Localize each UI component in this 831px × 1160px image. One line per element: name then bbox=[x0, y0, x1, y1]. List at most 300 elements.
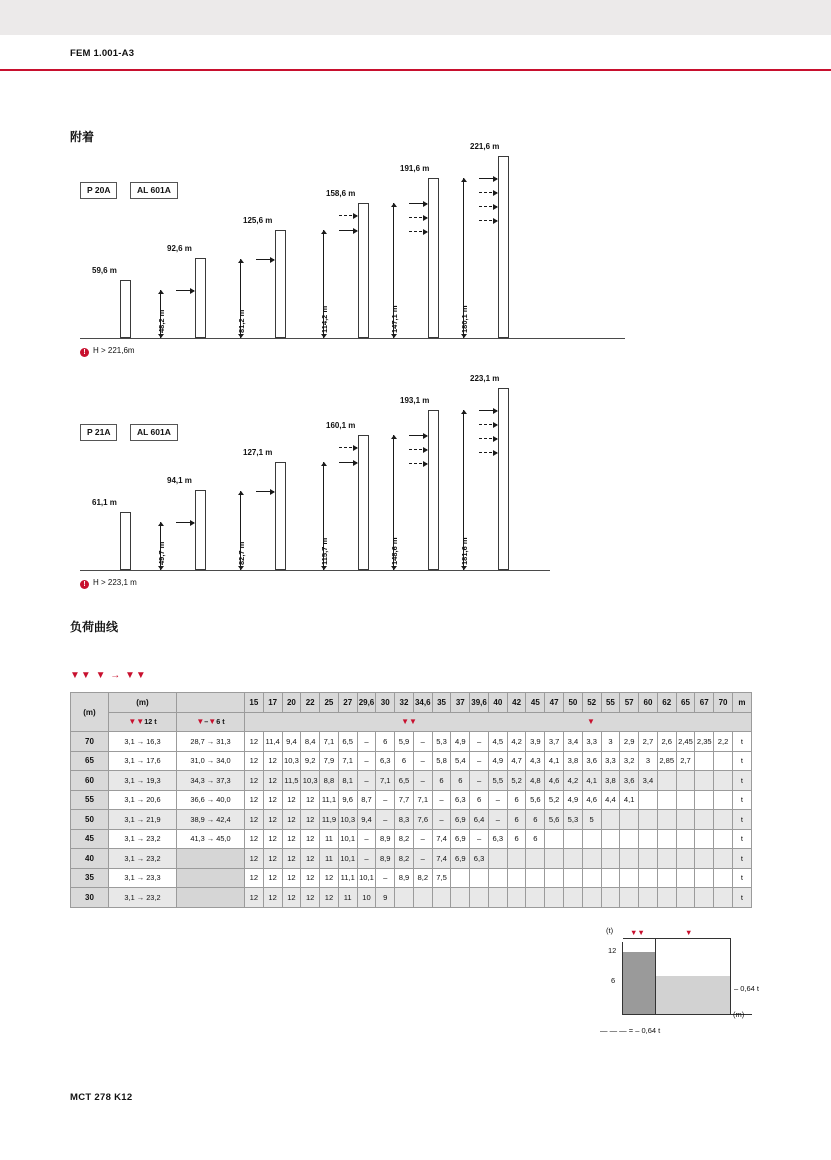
cell-capacity: 11,4 bbox=[263, 732, 282, 752]
cell-capacity: 4,9 bbox=[488, 751, 507, 771]
th-radius-15: 45 bbox=[526, 693, 545, 713]
cell-capacity: 8,2 bbox=[413, 868, 432, 888]
cell-capacity: 6 bbox=[526, 829, 545, 849]
cell-capacity: 9,2 bbox=[301, 751, 320, 771]
cell-capacity: 3,6 bbox=[620, 771, 639, 791]
cell-capacity: 9,4 bbox=[282, 732, 301, 752]
diagram2-mast-6-height: 223,1 m bbox=[470, 374, 500, 383]
cell-range-2t: 3,1 → 23,2 bbox=[109, 849, 177, 869]
th-radius-18: 52 bbox=[582, 693, 601, 713]
cell-range-6t: 28,7 → 31,3 bbox=[177, 732, 245, 752]
cell-capacity: 6 bbox=[395, 751, 414, 771]
cell-capacity bbox=[657, 771, 676, 791]
cell-capacity: 10,1 bbox=[357, 868, 376, 888]
cell-range-6t bbox=[177, 888, 245, 908]
cell-capacity: 5,5 bbox=[488, 771, 507, 791]
cell-capacity bbox=[582, 849, 601, 869]
cell-capacity: 12 bbox=[282, 849, 301, 869]
minichart-region-6t bbox=[655, 976, 730, 1014]
cell-capacity bbox=[451, 868, 470, 888]
cell-capacity: 12 bbox=[282, 790, 301, 810]
cell-capacity: 9 bbox=[376, 888, 395, 908]
cell-jib-length: 60 bbox=[71, 771, 109, 791]
minichart-x-unit: (m) bbox=[733, 1010, 745, 1019]
diagram2-mast-6 bbox=[498, 388, 509, 570]
th-radius-22: 62 bbox=[657, 693, 676, 713]
diagram1-mast-1-height: 59,6 m bbox=[92, 266, 117, 275]
cell-capacity: 4,1 bbox=[582, 771, 601, 791]
cell-capacity bbox=[676, 810, 695, 830]
cell-capacity: 4,1 bbox=[545, 751, 564, 771]
cell-capacity bbox=[545, 829, 564, 849]
cell-capacity bbox=[695, 790, 714, 810]
diagram1-tie-label-1: 48,2 m bbox=[157, 309, 166, 333]
cell-capacity: 3,7 bbox=[545, 732, 564, 752]
cell-capacity: 5 bbox=[582, 810, 601, 830]
cell-capacity bbox=[526, 888, 545, 908]
cell-capacity: 5,6 bbox=[526, 790, 545, 810]
cell-capacity bbox=[620, 829, 639, 849]
th-radius-8: 32 bbox=[395, 693, 414, 713]
cell-capacity bbox=[714, 888, 733, 908]
table-header-row-units bbox=[71, 712, 752, 732]
cell-capacity: 11,1 bbox=[320, 790, 339, 810]
cell-jib-length: 30 bbox=[71, 888, 109, 908]
th-radius-12: 39,6 bbox=[470, 693, 489, 713]
cell-capacity bbox=[639, 849, 658, 869]
minichart-legend bbox=[600, 1026, 660, 1035]
cell-capacity: 4,1 bbox=[620, 790, 639, 810]
cell-capacity: 6 bbox=[507, 810, 526, 830]
cell-capacity bbox=[620, 888, 639, 908]
cell-capacity: 12 bbox=[282, 888, 301, 908]
cell-capacity: – bbox=[376, 790, 395, 810]
cell-capacity bbox=[639, 829, 658, 849]
diagram1-mast-5 bbox=[428, 178, 439, 338]
cell-capacity bbox=[601, 868, 620, 888]
cell-capacity: 11,1 bbox=[338, 868, 357, 888]
table-row bbox=[71, 829, 752, 849]
cell-capacity bbox=[695, 771, 714, 791]
cell-capacity: 12 bbox=[263, 810, 282, 830]
cell-capacity: 4,9 bbox=[451, 732, 470, 752]
cell-capacity: 6 bbox=[507, 829, 526, 849]
table-row bbox=[71, 732, 752, 752]
cell-capacity: – bbox=[470, 771, 489, 791]
cell-capacity: – bbox=[357, 771, 376, 791]
th-radius-1: 17 bbox=[263, 693, 282, 713]
diagram2-tie-label-5: 181,6 m bbox=[460, 537, 469, 565]
cell-capacity bbox=[676, 829, 695, 849]
cell-capacity: 6,3 bbox=[488, 829, 507, 849]
cell-capacity bbox=[601, 888, 620, 908]
cell-capacity: 3,4 bbox=[639, 771, 658, 791]
th-radius-16: 47 bbox=[545, 693, 564, 713]
diagram1-tag-left: P 20A bbox=[80, 182, 117, 199]
cell-jib-length: 35 bbox=[71, 868, 109, 888]
th-sub-radius-span: ▼▼ ▼ bbox=[245, 712, 752, 732]
cell-jib-length: 55 bbox=[71, 790, 109, 810]
th-radius-7: 30 bbox=[376, 693, 395, 713]
cell-capacity: 6,9 bbox=[451, 829, 470, 849]
cell-capacity: 8,4 bbox=[301, 732, 320, 752]
cell-range-2t: 3,1 → 23,2 bbox=[109, 888, 177, 908]
section-title-load-curve: 负荷曲线 bbox=[70, 620, 119, 634]
diagram2-tie-arrow-5 bbox=[479, 410, 497, 411]
cell-capacity bbox=[676, 771, 695, 791]
cell-capacity: 4,5 bbox=[488, 732, 507, 752]
diagram1-mast-1 bbox=[120, 280, 131, 338]
cell-capacity bbox=[695, 868, 714, 888]
cell-capacity: 12 bbox=[301, 888, 320, 908]
th-sub-2t: ▼▼12 t bbox=[109, 712, 177, 732]
diagram1-tie-label-3: 114,2 m bbox=[320, 305, 329, 333]
cell-capacity: 8,9 bbox=[395, 868, 414, 888]
diagram2-tie-arrow-5b bbox=[479, 424, 497, 425]
cell-jib-length: 70 bbox=[71, 732, 109, 752]
minichart-ytick-12: 12 bbox=[608, 946, 617, 955]
cell-range-2t: 3,1 → 17,6 bbox=[109, 751, 177, 771]
cell-capacity bbox=[582, 868, 601, 888]
diagram2-tie-arrow-5d bbox=[479, 452, 497, 453]
diagram2-mast-3-height: 127,1 m bbox=[243, 448, 273, 457]
cell-capacity: 4,7 bbox=[507, 751, 526, 771]
cell-capacity: 8,9 bbox=[376, 849, 395, 869]
cell-capacity: 10 bbox=[357, 888, 376, 908]
cell-capacity: 8,2 bbox=[395, 829, 414, 849]
header-red-rule bbox=[0, 69, 831, 71]
cell-capacity: 12 bbox=[263, 790, 282, 810]
diagram1-tie-arrow-3 bbox=[339, 230, 357, 231]
cell-capacity bbox=[657, 888, 676, 908]
cell-capacity bbox=[695, 829, 714, 849]
cell-capacity: 2,2 bbox=[714, 732, 733, 752]
cell-capacity: 7,5 bbox=[432, 868, 451, 888]
cell-capacity: 8,1 bbox=[338, 771, 357, 791]
cell-capacity bbox=[695, 751, 714, 771]
table-row bbox=[71, 790, 752, 810]
minichart-top-rule bbox=[623, 938, 731, 939]
diagram2-tie-arrow-3 bbox=[339, 462, 357, 463]
cell-capacity: 9,6 bbox=[338, 790, 357, 810]
diagram1-mast-2 bbox=[195, 258, 206, 338]
cell-capacity bbox=[470, 888, 489, 908]
diagram2-mast-3 bbox=[275, 462, 286, 570]
cell-capacity: – bbox=[413, 732, 432, 752]
cell-range-6t: 41,3 → 45,0 bbox=[177, 829, 245, 849]
cell-capacity bbox=[507, 888, 526, 908]
cell-capacity: – bbox=[357, 732, 376, 752]
minichart-y-unit: (t) bbox=[606, 926, 614, 935]
cell-capacity bbox=[714, 751, 733, 771]
cell-capacity: 12 bbox=[282, 829, 301, 849]
cell-capacity: 2,9 bbox=[620, 732, 639, 752]
cell-capacity bbox=[582, 888, 601, 908]
cell-capacity: 8,7 bbox=[357, 790, 376, 810]
warning-icon: ! bbox=[80, 580, 89, 589]
cell-capacity: – bbox=[432, 810, 451, 830]
cell-range-6t: 31,0 → 34,0 bbox=[177, 751, 245, 771]
minichart-ytick-6: 6 bbox=[611, 976, 616, 985]
cell-capacity bbox=[657, 790, 676, 810]
diagram2-tag-left: P 21A bbox=[80, 424, 117, 441]
cell-range-6t bbox=[177, 849, 245, 869]
diagram1-mast-3-height: 125,6 m bbox=[243, 216, 273, 225]
cell-capacity bbox=[507, 849, 526, 869]
cell-capacity bbox=[657, 868, 676, 888]
cell-capacity: 6 bbox=[432, 771, 451, 791]
cell-capacity: 5,2 bbox=[545, 790, 564, 810]
cell-capacity: 12 bbox=[245, 790, 264, 810]
th-radius-9: 34,6 bbox=[413, 693, 432, 713]
cell-capacity: – bbox=[488, 790, 507, 810]
cell-capacity: 7,7 bbox=[395, 790, 414, 810]
cell-capacity bbox=[545, 868, 564, 888]
cell-capacity: 4,6 bbox=[582, 790, 601, 810]
cell-capacity bbox=[545, 849, 564, 869]
cell-capacity: 3,6 bbox=[582, 751, 601, 771]
cell-capacity bbox=[695, 810, 714, 830]
legend-text: = – 0,64 t bbox=[628, 1026, 661, 1035]
cell-capacity: 12 bbox=[263, 829, 282, 849]
cell-capacity: 4,2 bbox=[564, 771, 583, 791]
diagram1-note bbox=[80, 346, 135, 357]
cell-capacity: 2,35 bbox=[695, 732, 714, 752]
cell-capacity: – bbox=[413, 849, 432, 869]
th-radius-4: 25 bbox=[320, 693, 339, 713]
cell-capacity: 4,4 bbox=[601, 790, 620, 810]
cell-capacity bbox=[657, 829, 676, 849]
th-radius-21: 60 bbox=[639, 693, 658, 713]
cell-range-6t: 36,6 → 40,0 bbox=[177, 790, 245, 810]
attachment-diagram-2 bbox=[70, 374, 760, 595]
cell-capacity: 11 bbox=[320, 849, 339, 869]
cell-capacity: – bbox=[432, 790, 451, 810]
cell-capacity: 12 bbox=[245, 771, 264, 791]
th-sub-6t: ▼–▼6 t bbox=[177, 712, 245, 732]
diagram1-mast-6-height: 221,6 m bbox=[470, 142, 500, 151]
cell-unit: t bbox=[732, 868, 751, 888]
cell-unit: t bbox=[732, 751, 751, 771]
diagram2-tie-arrow-4c bbox=[409, 463, 427, 464]
th-radius-17: 50 bbox=[564, 693, 583, 713]
cell-capacity: 11,5 bbox=[282, 771, 301, 791]
th-radius-23: 65 bbox=[676, 693, 695, 713]
cell-capacity bbox=[620, 849, 639, 869]
cell-capacity: 11,9 bbox=[320, 810, 339, 830]
cell-capacity: 3,2 bbox=[620, 751, 639, 771]
diagram1-tie-arrow-4b bbox=[409, 217, 427, 218]
diagram1-tie-arrow-5b bbox=[479, 192, 497, 193]
table-row bbox=[71, 771, 752, 791]
cell-capacity: 4,3 bbox=[526, 751, 545, 771]
cell-capacity: 3,3 bbox=[601, 751, 620, 771]
diagram1-mast-4-height: 158,6 m bbox=[326, 189, 356, 198]
cell-capacity: 12 bbox=[282, 810, 301, 830]
cell-capacity bbox=[657, 810, 676, 830]
cell-range-6t: 34,3 → 37,3 bbox=[177, 771, 245, 791]
cell-capacity: 12 bbox=[301, 810, 320, 830]
diagram1-tie-label-5: 180,1 m bbox=[460, 305, 469, 333]
table-row bbox=[71, 888, 752, 908]
cell-capacity bbox=[676, 888, 695, 908]
cell-capacity: 7,6 bbox=[413, 810, 432, 830]
cell-capacity: 12 bbox=[263, 849, 282, 869]
cell-capacity: – bbox=[413, 771, 432, 791]
diagram2-tie-arrow-4 bbox=[409, 435, 427, 436]
diagram2-tie-label-2: 82,7 m bbox=[237, 541, 246, 565]
cell-range-2t: 3,1 → 19,3 bbox=[109, 771, 177, 791]
diagram1-tag-right: AL 601A bbox=[130, 182, 178, 199]
cell-jib-length: 50 bbox=[71, 810, 109, 830]
cell-capacity: 6,3 bbox=[470, 849, 489, 869]
th-range-6t bbox=[177, 693, 245, 713]
cell-unit: t bbox=[732, 810, 751, 830]
cell-capacity: – bbox=[413, 829, 432, 849]
th-radius-unit: m bbox=[732, 693, 751, 713]
diagram2-mast-2-height: 94,1 m bbox=[167, 476, 192, 485]
cell-range-6t bbox=[177, 868, 245, 888]
diagram1-tie-label-4: 147,1 m bbox=[390, 305, 399, 333]
diagram2-tie-label-4: 148,6 m bbox=[390, 537, 399, 565]
cell-capacity bbox=[601, 849, 620, 869]
diagram2-note bbox=[80, 578, 137, 589]
cell-capacity: 3 bbox=[639, 751, 658, 771]
cell-capacity: 2,45 bbox=[676, 732, 695, 752]
cell-capacity: 7,9 bbox=[320, 751, 339, 771]
cell-capacity: 8,8 bbox=[320, 771, 339, 791]
cell-capacity bbox=[695, 849, 714, 869]
diagram1-note-text: H > 221,6m bbox=[93, 346, 135, 355]
cell-capacity: 7,1 bbox=[413, 790, 432, 810]
diagram2-mast-4 bbox=[358, 435, 369, 570]
table-row bbox=[71, 751, 752, 771]
cell-unit: t bbox=[732, 732, 751, 752]
cell-capacity: – bbox=[376, 868, 395, 888]
cell-capacity: 12 bbox=[320, 868, 339, 888]
diagram2-tie-arrow-1 bbox=[176, 522, 194, 523]
cell-capacity bbox=[488, 868, 507, 888]
table-row bbox=[71, 849, 752, 869]
cell-capacity: – bbox=[357, 751, 376, 771]
diagram2-note-text: H > 223,1 m bbox=[93, 578, 137, 587]
cell-capacity bbox=[714, 771, 733, 791]
cell-range-6t: 38,9 → 42,4 bbox=[177, 810, 245, 830]
diagram1-tie-arrow-2 bbox=[256, 259, 274, 260]
cell-capacity bbox=[601, 829, 620, 849]
cell-capacity: – bbox=[488, 810, 507, 830]
th-range-2t: (m) bbox=[109, 693, 177, 713]
th-radius-19: 55 bbox=[601, 693, 620, 713]
cell-capacity bbox=[639, 868, 658, 888]
th-radius-2: 20 bbox=[282, 693, 301, 713]
cell-capacity: 6,4 bbox=[470, 810, 489, 830]
minichart-divider bbox=[655, 938, 656, 1014]
cell-unit: t bbox=[732, 829, 751, 849]
diagram1-mast-2-height: 92,6 m bbox=[167, 244, 192, 253]
cell-capacity: 8,3 bbox=[395, 810, 414, 830]
cell-capacity: 6,3 bbox=[376, 751, 395, 771]
cell-unit: t bbox=[732, 771, 751, 791]
cell-capacity bbox=[545, 888, 564, 908]
cell-jib-length: 45 bbox=[71, 829, 109, 849]
load-capacity-table bbox=[70, 692, 752, 908]
cell-capacity: 2,85 bbox=[657, 751, 676, 771]
cell-capacity bbox=[639, 810, 658, 830]
diagram2-mast-5-height: 193,1 m bbox=[400, 396, 430, 405]
diagram1-tie-arrow-5c bbox=[479, 206, 497, 207]
cell-capacity bbox=[395, 888, 414, 908]
cell-capacity: 12 bbox=[245, 868, 264, 888]
minichart-right-bound bbox=[730, 938, 731, 1014]
cell-capacity: 2,7 bbox=[676, 751, 695, 771]
diagram1-tie-arrow-5d bbox=[479, 220, 497, 221]
cell-capacity: 7,4 bbox=[432, 829, 451, 849]
th-radius-14: 42 bbox=[507, 693, 526, 713]
cell-capacity: 6,5 bbox=[395, 771, 414, 791]
table-header-row-radii bbox=[71, 693, 752, 713]
cell-capacity: 6,5 bbox=[338, 732, 357, 752]
cell-capacity: 12 bbox=[245, 732, 264, 752]
hook-mode-icon-row: ▼▼ ▼ → ▼▼ bbox=[70, 670, 147, 681]
cell-capacity: 12 bbox=[263, 888, 282, 908]
cell-capacity: 12 bbox=[263, 771, 282, 791]
diagram1-tie-arrow-3b bbox=[339, 215, 357, 216]
cell-capacity: 4,9 bbox=[564, 790, 583, 810]
cell-capacity: 12 bbox=[301, 829, 320, 849]
cell-jib-length: 40 bbox=[71, 849, 109, 869]
cell-capacity: 7,1 bbox=[376, 771, 395, 791]
cell-capacity: 4,8 bbox=[526, 771, 545, 791]
diagram2-baseline bbox=[80, 570, 550, 571]
diagram1-mast-5-height: 191,6 m bbox=[400, 164, 430, 173]
cell-unit: t bbox=[732, 849, 751, 869]
cell-capacity bbox=[564, 888, 583, 908]
cell-range-2t: 3,1 → 21,9 bbox=[109, 810, 177, 830]
cell-capacity: 7,1 bbox=[320, 732, 339, 752]
cell-range-2t: 3,1 → 16,3 bbox=[109, 732, 177, 752]
diagram2-tie-label-3: 115,7 m bbox=[320, 537, 329, 565]
cell-capacity bbox=[451, 888, 470, 908]
cell-capacity: 9,4 bbox=[357, 810, 376, 830]
cell-capacity: 6 bbox=[507, 790, 526, 810]
cell-capacity bbox=[564, 829, 583, 849]
cell-capacity: 12 bbox=[245, 751, 264, 771]
cell-capacity bbox=[413, 888, 432, 908]
minichart-hook-icon-6t: ▼ bbox=[685, 928, 693, 937]
cell-capacity: 2,7 bbox=[639, 732, 658, 752]
load-table-body bbox=[71, 732, 752, 908]
cell-capacity: 3 bbox=[601, 732, 620, 752]
diagram1-mast-3 bbox=[275, 230, 286, 338]
cell-capacity: 12 bbox=[301, 868, 320, 888]
cell-capacity bbox=[639, 790, 658, 810]
cell-capacity: 8,2 bbox=[395, 849, 414, 869]
cell-capacity: – bbox=[470, 751, 489, 771]
cell-unit: t bbox=[732, 790, 751, 810]
cell-capacity: 6 bbox=[526, 810, 545, 830]
cell-capacity bbox=[676, 868, 695, 888]
cell-capacity: 2,6 bbox=[657, 732, 676, 752]
cell-capacity: – bbox=[470, 732, 489, 752]
cell-capacity: 6,9 bbox=[451, 849, 470, 869]
cell-capacity: 7,4 bbox=[432, 849, 451, 869]
cell-capacity: 5,8 bbox=[432, 751, 451, 771]
cell-capacity bbox=[507, 868, 526, 888]
th-radius-20: 57 bbox=[620, 693, 639, 713]
cell-capacity: 10,3 bbox=[282, 751, 301, 771]
cell-capacity bbox=[620, 868, 639, 888]
